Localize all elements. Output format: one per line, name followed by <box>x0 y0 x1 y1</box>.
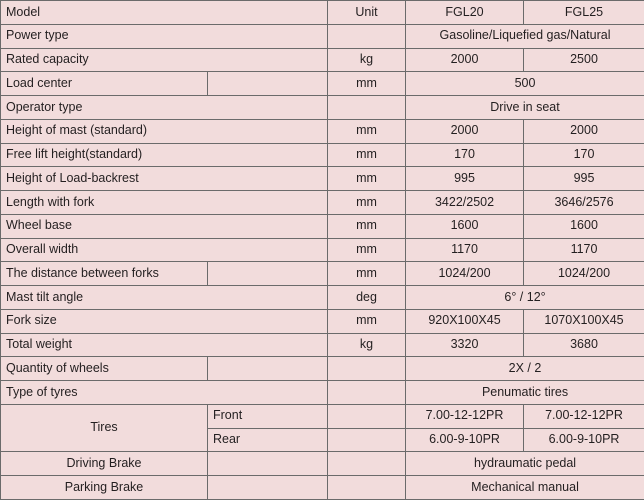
table-cell: Quantity of wheels <box>1 357 208 381</box>
table-cell: Unit <box>328 1 406 25</box>
table-cell <box>328 357 406 381</box>
table-cell: Drive in seat <box>406 96 644 120</box>
table-cell: 2000 <box>406 119 524 143</box>
row-length-with-fork <box>1 191 644 215</box>
table-cell: Load center <box>1 72 208 96</box>
row-driving-brake <box>1 452 644 476</box>
table-cell: Driving Brake <box>1 452 208 476</box>
table-cell: mm <box>328 143 406 167</box>
table-cell: FGL25 <box>524 1 644 25</box>
row-height-of-load-backrest <box>1 167 644 191</box>
table-cell: Free lift height(standard) <box>1 143 328 167</box>
table-cell: 1024/200 <box>406 262 524 286</box>
table-cell: Total weight <box>1 333 328 357</box>
table-cell: 2000 <box>406 48 524 72</box>
table-cell: 1024/200 <box>524 262 644 286</box>
table-cell <box>208 262 328 286</box>
table-cell <box>328 452 406 476</box>
row-distance-between-forks <box>1 262 644 286</box>
table-cell: FGL20 <box>406 1 524 25</box>
table-cell <box>208 476 328 500</box>
table-cell: Type of tyres <box>1 381 328 405</box>
table-cell: 6.00-9-10PR <box>406 428 524 452</box>
table-cell: Tires <box>1 404 208 452</box>
table-cell: 3680 <box>524 333 644 357</box>
row-overall-width <box>1 238 644 262</box>
row-load-center <box>1 72 644 96</box>
table-cell: 170 <box>524 143 644 167</box>
table-cell: mm <box>328 167 406 191</box>
row-mast-tilt-angle <box>1 286 644 310</box>
table-cell: 170 <box>406 143 524 167</box>
table-cell: Fork size <box>1 309 328 333</box>
table-cell: Mechanical manual <box>406 476 644 500</box>
table-cell: 1170 <box>406 238 524 262</box>
table-cell: 1170 <box>524 238 644 262</box>
table-cell: 1070X100X45 <box>524 309 644 333</box>
table-cell: 995 <box>524 167 644 191</box>
row-tires-front <box>1 404 644 428</box>
row-total-weight <box>1 333 644 357</box>
table-cell: 2X / 2 <box>406 357 644 381</box>
specification-table-body <box>1 1 644 500</box>
table-cell: mm <box>328 72 406 96</box>
row-parking-brake <box>1 476 644 500</box>
table-cell: The distance between forks <box>1 262 208 286</box>
row-rated-capacity <box>1 48 644 72</box>
table-cell <box>208 452 328 476</box>
row-fork-size <box>1 309 644 333</box>
table-cell: 7.00-12-12PR <box>406 404 524 428</box>
row-free-lift-height <box>1 143 644 167</box>
table-cell: 1600 <box>524 214 644 238</box>
table-cell: Height of mast (standard) <box>1 119 328 143</box>
table-cell: Gasoline/Liquefied gas/Natural <box>406 24 644 48</box>
table-cell: mm <box>328 119 406 143</box>
row-wheel-base <box>1 214 644 238</box>
table-cell: 995 <box>406 167 524 191</box>
table-cell: mm <box>328 309 406 333</box>
table-cell: mm <box>328 214 406 238</box>
row-operator-type <box>1 96 644 120</box>
table-cell <box>328 476 406 500</box>
table-cell: Rated capacity <box>1 48 328 72</box>
table-cell <box>328 381 406 405</box>
table-cell <box>328 24 406 48</box>
table-cell: 6.00-9-10PR <box>524 428 644 452</box>
table-cell: Height of Load-backrest <box>1 167 328 191</box>
table-cell: Power type <box>1 24 328 48</box>
table-cell: Length with fork <box>1 191 328 215</box>
table-cell: Mast tilt angle <box>1 286 328 310</box>
table-cell: 500 <box>406 72 644 96</box>
row-quantity-of-wheels <box>1 357 644 381</box>
table-cell: mm <box>328 238 406 262</box>
row-model <box>1 1 644 25</box>
table-cell: deg <box>328 286 406 310</box>
row-power-type <box>1 24 644 48</box>
row-type-of-tyres <box>1 381 644 405</box>
table-cell: 1600 <box>406 214 524 238</box>
table-cell: 6° / 12° <box>406 286 644 310</box>
table-cell: hydraumatic pedal <box>406 452 644 476</box>
table-cell: Wheel base <box>1 214 328 238</box>
table-cell: 2500 <box>524 48 644 72</box>
table-cell: mm <box>328 262 406 286</box>
table-cell: 3646/2576 <box>524 191 644 215</box>
table-cell: 920X100X45 <box>406 309 524 333</box>
row-height-of-mast <box>1 119 644 143</box>
table-cell: Overall width <box>1 238 328 262</box>
table-cell: Model <box>1 1 328 25</box>
table-cell: 3422/2502 <box>406 191 524 215</box>
table-cell <box>208 72 328 96</box>
table-cell: Front <box>208 404 328 428</box>
table-cell: 3320 <box>406 333 524 357</box>
table-cell <box>208 357 328 381</box>
table-cell: mm <box>328 191 406 215</box>
table-cell <box>328 96 406 120</box>
table-cell: kg <box>328 333 406 357</box>
table-cell: kg <box>328 48 406 72</box>
table-cell: 7.00-12-12PR <box>524 404 644 428</box>
table-cell: Parking Brake <box>1 476 208 500</box>
table-cell: Operator type <box>1 96 328 120</box>
table-cell: 2000 <box>524 119 644 143</box>
table-cell: Rear <box>208 428 328 452</box>
table-cell: Penumatic tires <box>406 381 644 405</box>
table-cell <box>328 428 406 452</box>
table-cell <box>328 404 406 428</box>
